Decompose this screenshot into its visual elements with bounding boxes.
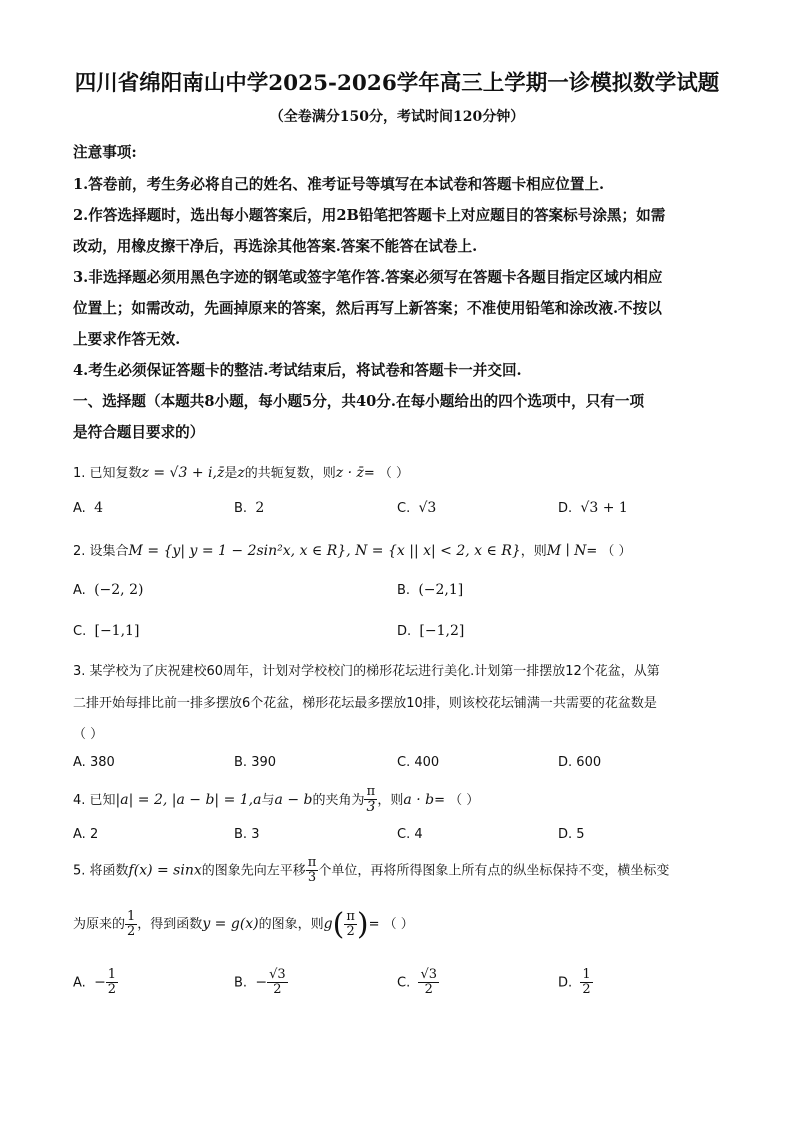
q5-option-d: D. $\frac{1}{2}$: [558, 967, 591, 998]
question-5-line-1: 5. 将函数f(x) = sinx的图象先向左平移 $\frac{\pi}{3}$ 个单位，再将所得图象上所有点的纵坐标保持不变，横坐标变: [73, 855, 670, 886]
q5-option-a: A. − $\frac{1}{2}$: [73, 967, 117, 998]
exam-subtitle: （全卷满分150分，考试时间120分钟）: [269, 109, 525, 125]
question-3-line-2: 二排开始每排比前一排多摆放6个花盆，梯形花坛最多摆放10排，则该校花坛铺满一共需要的花盆数是: [73, 696, 657, 711]
question-5-line-2: 为原来的 $\frac{1}{2}$ ，得到函数y = g(x)的图象，则g( $\frac{\pi}{2}$ )= （ ）: [73, 907, 414, 942]
q2-prefix: 2. 设集合: [73, 544, 129, 559]
q4-suffix: = （ ）: [434, 792, 480, 808]
q4-dot: a · b: [403, 791, 435, 808]
notice-item-2-line-2: 改动，用橡皮擦干净后，再选涂其他答案.答案不能答在试卷上.: [73, 238, 478, 255]
q2-set-m: M = {y| y = 1 − 2sin²x, x ∈ R}: [128, 543, 347, 559]
q1-mid2: 的共轭复数，则: [244, 466, 336, 481]
q1-mid: 是: [224, 466, 238, 481]
q4-a-minus-b: a − b: [274, 791, 313, 808]
q3-option-a: A. 380: [73, 755, 115, 770]
q4-option-b: B. 3: [234, 827, 260, 842]
q5-fx: f(x) = sinx: [128, 862, 202, 879]
question-2: [73, 540, 632, 559]
q3-option-c: C. 400: [397, 755, 440, 770]
section-heading-line-2: 是符合题目要求的）: [73, 424, 205, 441]
section-heading-line-1: 一、选择题（本题共8小题，每小题5分，共40分.在每小题给出的四个选项中，只有一项: [73, 393, 645, 410]
q1-option-b: B. 2: [234, 500, 265, 516]
q2-expr: M ∣ N: [546, 543, 587, 559]
q4-option-d: D. 5: [558, 827, 585, 842]
notice-item-3-line-3: 上要求作答无效.: [73, 331, 181, 348]
q4-prefix: 4. 已知: [73, 792, 116, 808]
question-3-line-3: （ ）: [73, 727, 104, 742]
q2-option-c: C. [−1,1]: [73, 623, 140, 639]
q1-product: z · z̄: [335, 465, 364, 481]
question-1: [73, 462, 409, 481]
q4-with: 与: [261, 792, 275, 808]
q4-option-a: A. 2: [73, 827, 99, 842]
q4-expr: |a| = 2, |a − b| = 1,: [115, 791, 254, 808]
q1-option-d: D. √3 + 1: [558, 500, 628, 516]
q1-option-a: A. 4: [73, 500, 103, 516]
q4-angle-fraction: $\frac{\pi}{3}$: [366, 784, 376, 816]
notice-item-1: 1.答卷前，考生务必将自己的姓名、准考证号等填写在本试卷和答题卡相应位置上.: [73, 176, 605, 193]
notice-item-3-line-1: 3.非选择题必须用黑色字迹的钢笔或签字笔作答.答案必须写在答题卡各题目指定区域内相应: [73, 269, 663, 286]
q5-option-c: C. $\frac{√3}{2}$: [397, 967, 438, 998]
q4-angle-text: 的夹角为: [312, 792, 365, 808]
q4-then: ，则: [377, 792, 404, 808]
q5-gx: y = g(x): [202, 916, 259, 932]
notice-heading: 注意事项:: [73, 144, 137, 161]
q4-a: a: [253, 791, 262, 808]
q1-option-c: C. √3: [397, 500, 437, 516]
notice-item-2-line-1: 2.作答选择题时，选出每小题答案后，用2B铅笔把答题卡上对应题目的答案标号涂黑；如需: [73, 207, 666, 224]
q2-option-a: A. (−2, 2): [73, 582, 144, 598]
q4-option-c: C. 4: [397, 827, 423, 842]
q5-scale-fraction: $\frac{1}{2}$: [127, 908, 136, 939]
notice-item-4: 4.考生必须保证答题卡的整洁.考试结束后，将试卷和答题卡一并交回.: [73, 362, 522, 379]
q1-suffix: = （ ）: [363, 466, 410, 481]
question-3-line-1: 3. 某学校为了庆祝建校60周年，计划对学校校门的梯形花坛进行美化.计划第一排摆放12个花盆，从第: [73, 664, 660, 679]
q3-option-b: B. 390: [234, 755, 277, 770]
q2-end: = （ ）: [586, 544, 632, 559]
q1-expr: z = √3 + i,: [141, 465, 217, 481]
q3-option-d: D. 600: [558, 755, 602, 770]
q2-set-n: , N = {x || x| < 2, x ∈ R}: [346, 543, 521, 559]
q2-option-b: B. (−2,1]: [397, 582, 464, 598]
q1-zbar: z̄: [216, 465, 225, 481]
notice-item-3-line-2: 位置上；如需改动，先画掉原来的答案，然后再写上新答案；不准使用铅笔和涂改液.不按以: [73, 300, 662, 317]
q5-g: g: [323, 916, 333, 932]
q2-suffix: ，则: [520, 544, 547, 559]
q5-arg-fraction: $\frac{\pi}{2}$: [346, 908, 355, 939]
question-4: [73, 785, 479, 816]
q5-shift-fraction: $\frac{\pi}{3}$: [307, 855, 317, 886]
q5-option-b: B. − $\frac{√3}{2}$: [234, 967, 286, 998]
q2-option-d: D. [−1,2]: [397, 623, 465, 639]
exam-title: 四川省绵阳南山中学2025-2026学年高三上学期一诊模拟数学试题: [74, 71, 720, 96]
q1-prefix: 1. 已知复数: [73, 466, 142, 481]
q1-z: z: [237, 465, 245, 481]
